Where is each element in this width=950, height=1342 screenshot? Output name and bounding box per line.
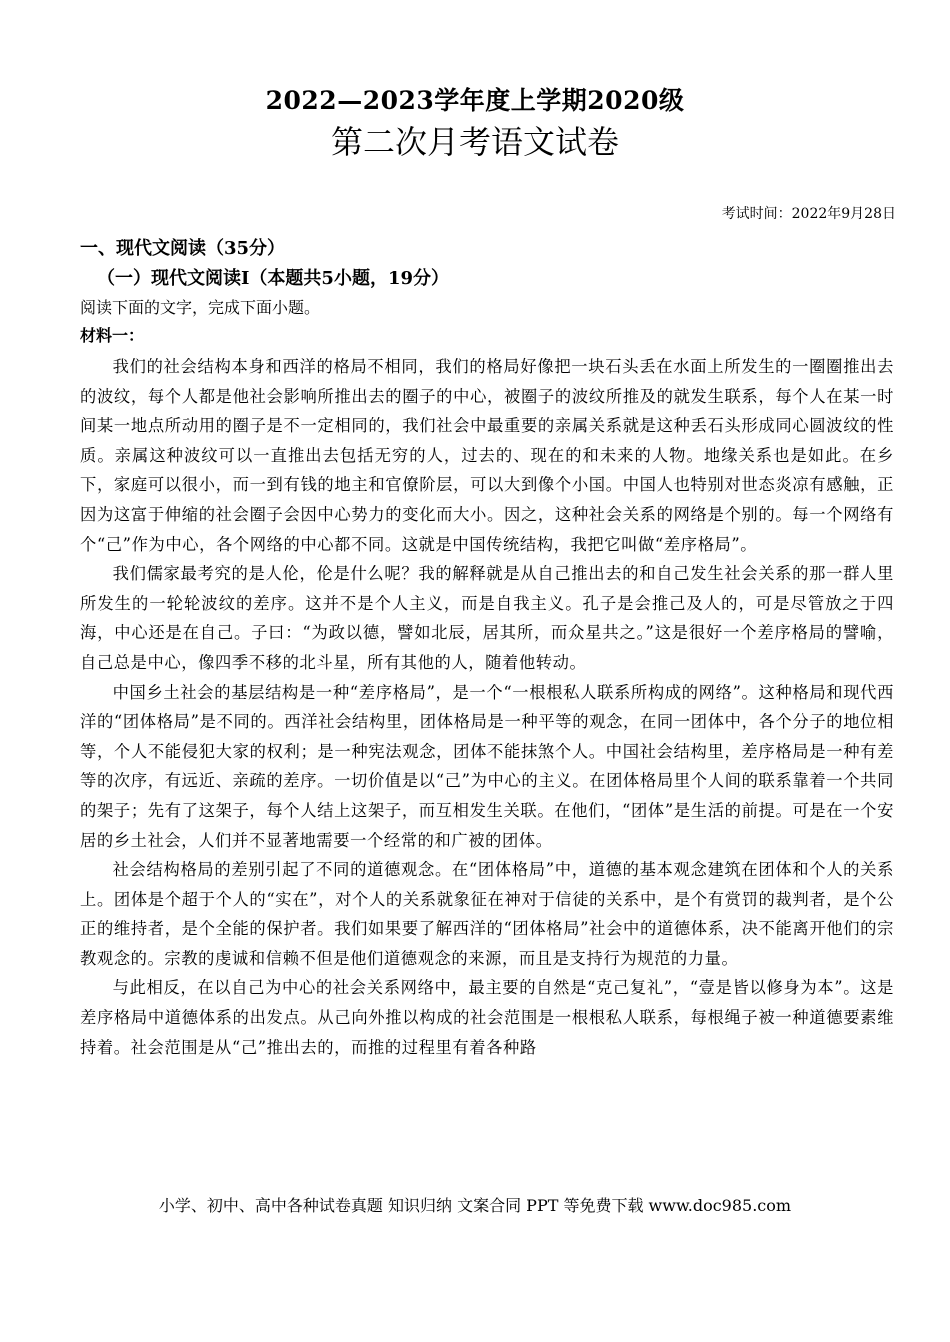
- material-label: 材料一：: [80, 326, 145, 345]
- passage-paragraph-3: 中国乡土社会的基层结构是一种“差序格局”，是一个“一根根私人联系所构成的网络”。这种格局和现代西洋的“团体格局”是不同的。西洋社会结构里，团体格局是一种平等的观念，在同一团体中，各个分子的地位相等，个人不能侵犯大家的权利；是一种宪法观念，团体不能抹煞个人。中国社会结构里，差序格局是一种有差等的次序，有远近、亲疏的差序。一切价值是以“己”为中心的主义。在团体格局里个人间的联系靠着一个共同的架子；先有了这架子，每个人结上这架子，而互相发生关联。在他们，“团体”是生活的前提。可是在一个安居的乡土社会，人们并不显著地需要一个经常的和广被的团体。: [80, 682, 894, 850]
- page-footer: 小学、初中、高中各种试卷真题 知识归纳 文案合同 PPT 等免费下载 www.doc985.com: [158, 1196, 792, 1215]
- section-heading: 一、现代文阅读（35分）: [80, 238, 286, 259]
- reading-instruction: 阅读下面的文字，完成下面小题。: [80, 298, 321, 317]
- reading-passage: [80, 352, 894, 1062]
- subsection-heading: （一）现代文阅读I（本题共5小题，19分）: [97, 268, 449, 289]
- exam-time: 考试时间：2022年9月28日: [721, 206, 896, 222]
- exam-title-year: 2022—2023学年度上学期2020级: [265, 86, 685, 115]
- passage-paragraph-2: 我们儒家最考究的是人伦，伦是什么呢？我的解释就是从自己推出去的和自己发生社会关系的那一群人里所发生的一轮轮波纹的差序。这并不是个人主义，而是自我主义。孔子是会推己及人的，可是尽管放之于四海，中心还是在自己。子曰：“为政以德，譬如北辰，居其所，而众星共之。”这是很好一个差序格局的譬喻，自己总是中心，像四季不移的北斗星，所有其他的人，随着他转动。: [80, 564, 894, 672]
- exam-title: 第二次月考语文试卷: [330, 123, 619, 161]
- passage-paragraph-1: 我们的社会结构本身和西洋的格局不相同，我们的格局好像把一块石头丢在水面上所发生的一圈圈推出去的波纹，每个人都是他社会影响所推出去的圈子的中心，被圈子的波纹所推及的就发生联系，每个人在某一时间某一地点所动用的圈子是不一定相同的，我们社会中最重要的亲属关系就是这种丢石头形成同心圆波纹的性质。亲属这种波纹可以一直推出去包括无穷的人，过去的、现在的和未来的人物。地缘关系也是如此。在乡下，家庭可以很小，而一到有钱的地主和官僚阶层，可以大到像个小国。中国人也特别对世态炎凉有感触，正因为这富于伸缩的社会圈子会因中心势力的变化而大小。因之，这种社会关系的网络是个别的。每一个网络有个“己”作为中心，各个网络的中心都不同。这就是中国传统结构，我把它叫做“差序格局”。: [80, 357, 894, 554]
- passage-paragraph-4: 社会结构格局的差别引起了不同的道德观念。在“团体格局”中，道德的基本观念建筑在团体和个人的关系上。团体是个超于个人的“实在”，对个人的关系就象征在神对于信徒的关系中，是个有赏罚的裁判者，是个公正的维持者，是个全能的保护者。我们如果要了解西洋的“团体格局”社会中的道德体系，决不能离开他们的宗教观念的。宗教的虔诚和信赖不但是他们道德观念的来源，而且是支持行为规范的力量。: [80, 860, 894, 968]
- passage-paragraph-5: 与此相反，在以自己为中心的社会关系网络中，最主要的自然是“克己复礼”，“壹是皆以修身为本”。这是差序格局中道德体系的出发点。从己向外推以构成的社会范围是一根根私人联系，每根绳子被一种道德要素维持着。社会范围是从“己”推出去的，而推的过程里有着各种路: [80, 978, 894, 1057]
